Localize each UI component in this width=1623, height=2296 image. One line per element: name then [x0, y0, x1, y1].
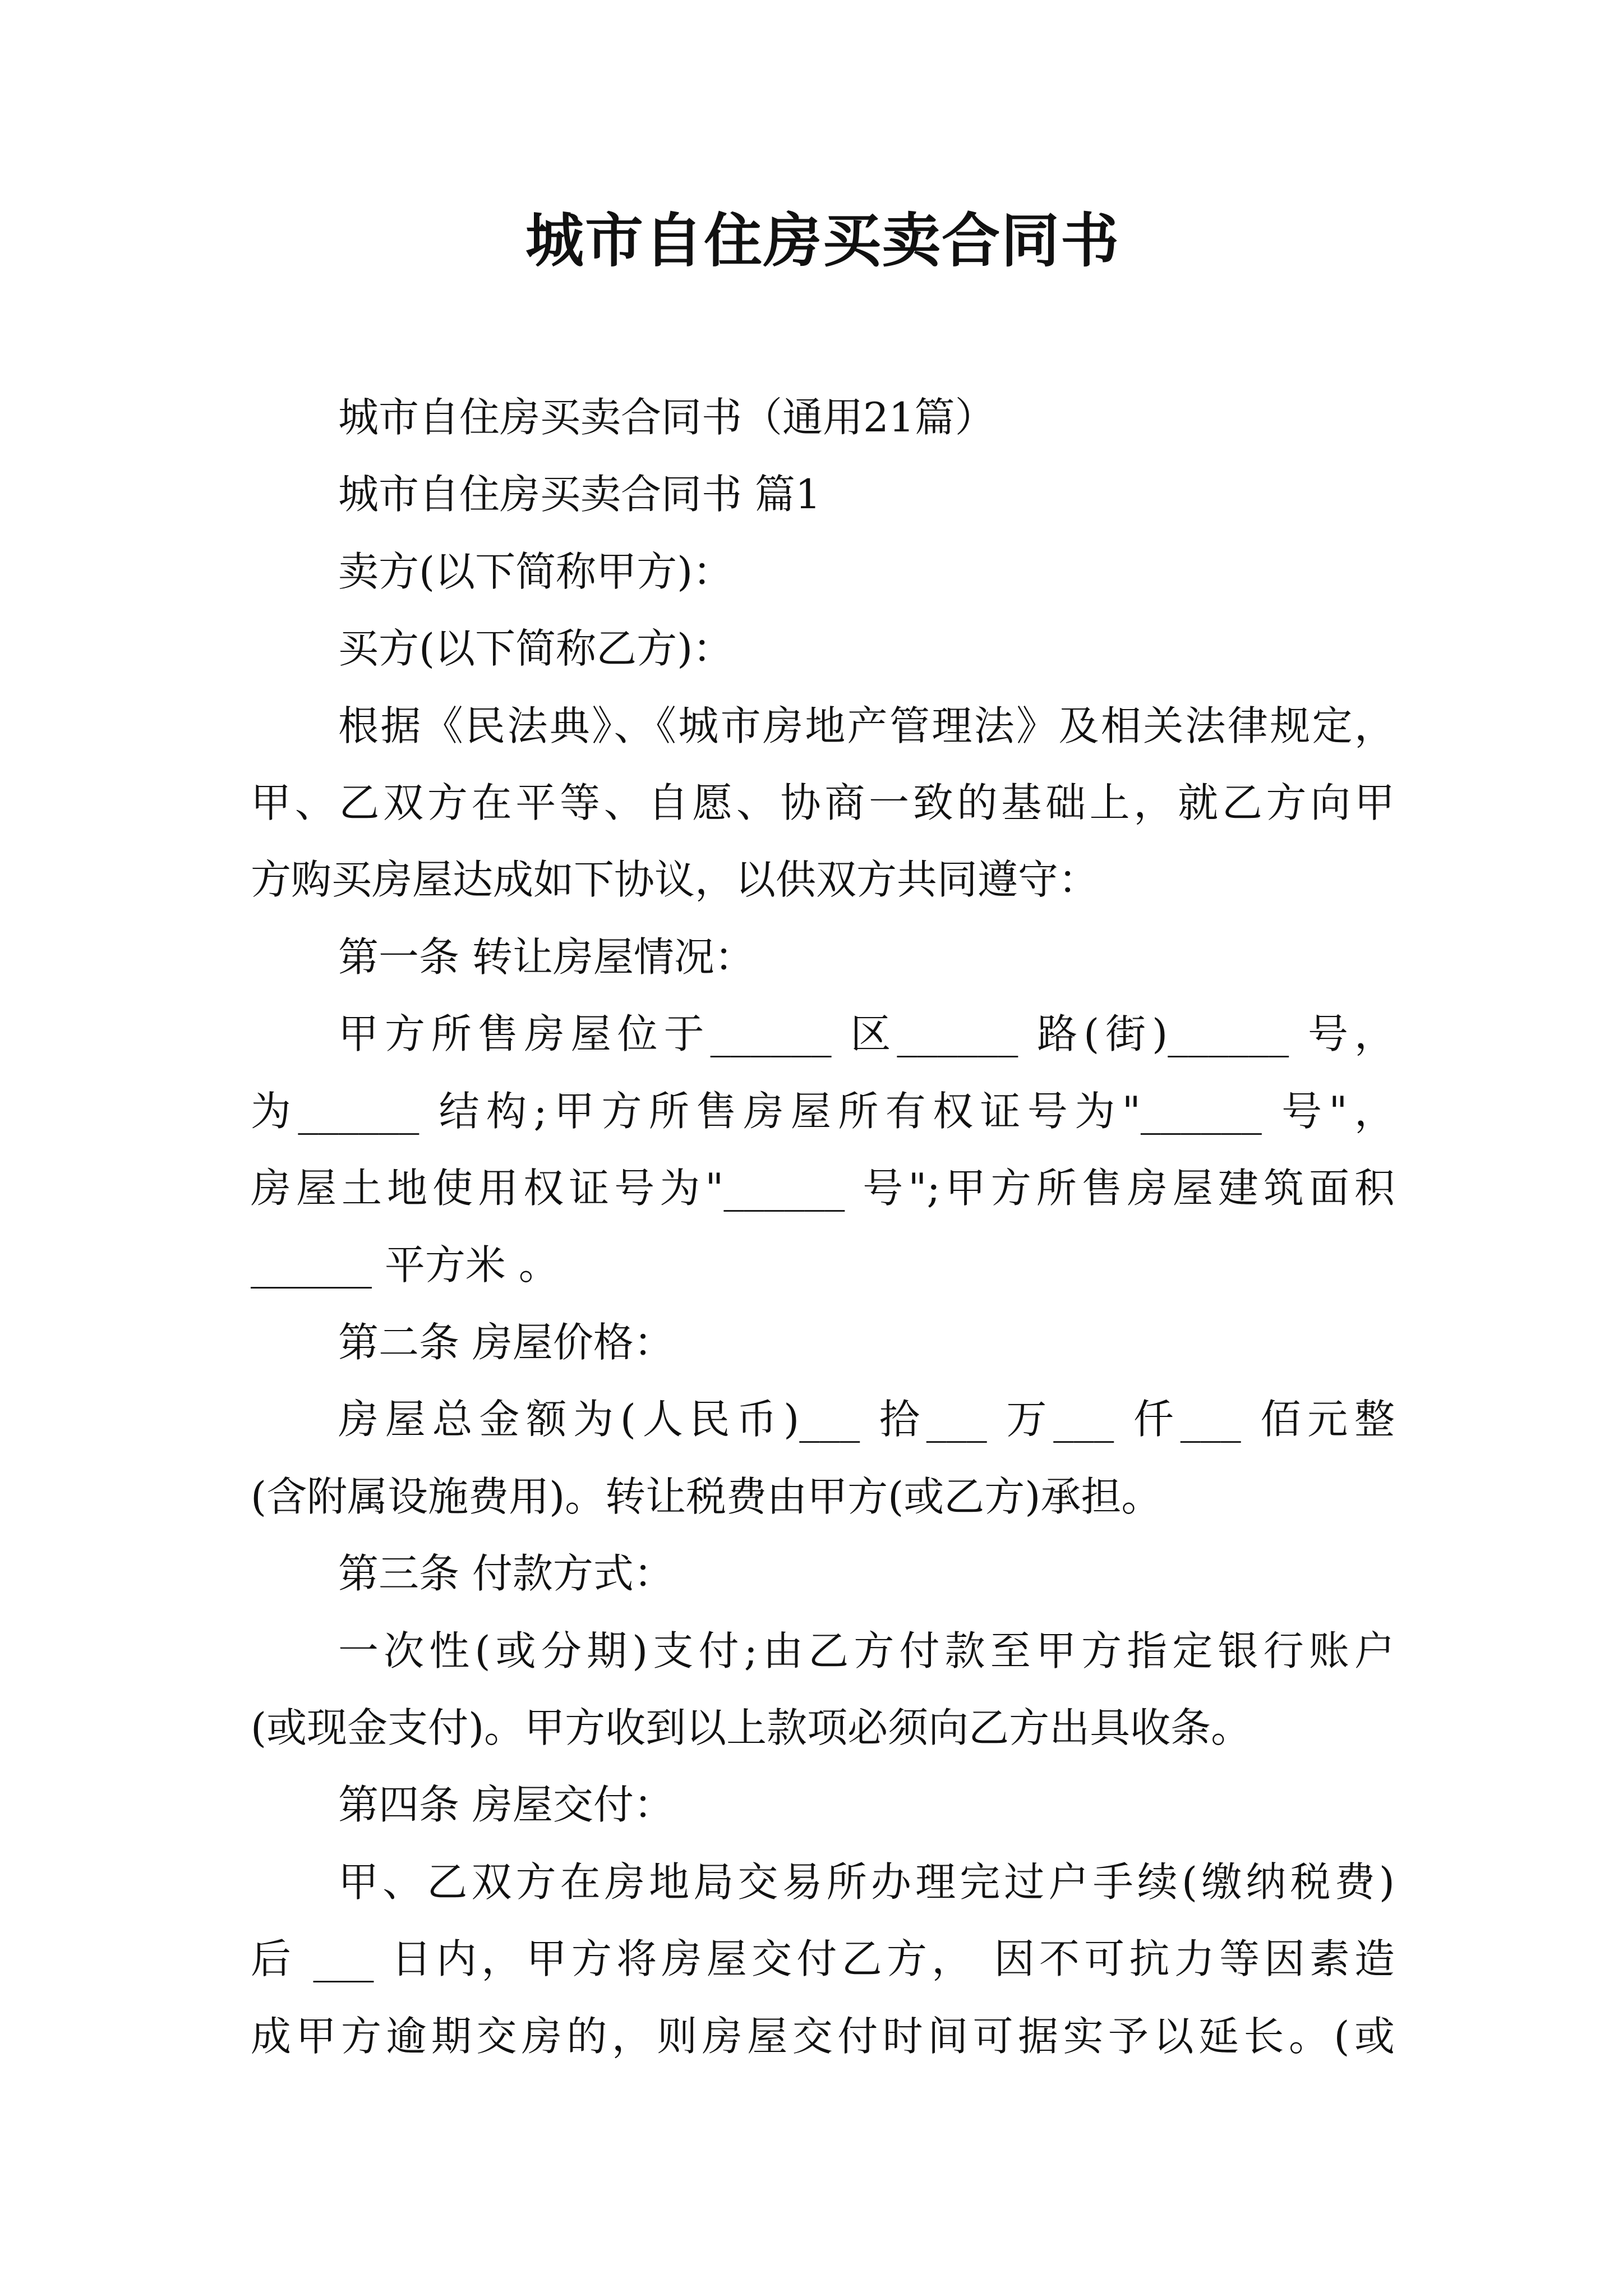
document-body	[251, 379, 1395, 2075]
text-line: 卖方(以下简称甲方)：	[338, 547, 734, 595]
text-line: 根据《民法典》、《城市房地产管理法》及相关法律规定，	[338, 702, 1395, 749]
text-line: 方购买房屋达成如下协议，以供双方共同遵守：	[251, 856, 1099, 904]
text-line: 为______ 结构;甲方所售房屋所有权证号为"______ 号"，	[251, 1087, 1395, 1135]
text-line: 甲方所售房屋位于______ 区______ 路(街)______ 号，	[338, 1010, 1395, 1058]
text-line: 成甲方逾期交房的，则房屋交付时间可据实予以延长。(或	[251, 2012, 1395, 2060]
text-line: 第三条 付款方式：	[338, 1550, 674, 1598]
text-line: 第四条 房屋交付：	[338, 1781, 674, 1829]
text-line: (或现金支付)。甲方收到以上款项必须向乙方出具收条。	[251, 1704, 1252, 1751]
text-line: 第二条 房屋价格：	[338, 1318, 674, 1366]
article-body	[251, 1613, 1395, 1767]
text-line: 房屋土地使用权证号为"______ 号";甲方所售房屋建筑面积	[251, 1165, 1395, 1212]
article-heading	[251, 1535, 1395, 1612]
subtitle-paragraph	[251, 379, 1395, 456]
text-line: 一次性(或分期)支付;由乙方付款至甲方指定银行账户	[338, 1627, 1395, 1674]
section-label-paragraph	[251, 456, 1395, 533]
article-body	[251, 1381, 1395, 1535]
seller-paragraph	[251, 533, 1395, 610]
text-line: 甲、乙双方在房地局交易所办理完过户手续(缴纳税费)	[338, 1858, 1395, 1906]
text-line: (含附属设施费用)。转让税费由甲方(或乙方)承担。	[251, 1473, 1162, 1520]
text-line: 第一条 转让房屋情况：	[338, 933, 755, 981]
preamble-paragraph	[251, 688, 1395, 919]
text-line: 城市自住房买卖合同书（通用21篇）	[338, 394, 995, 441]
buyer-paragraph	[251, 610, 1395, 687]
text-line: 城市自住房买卖合同书 篇1	[338, 471, 821, 518]
text-line: 买方(以下简称乙方)：	[338, 625, 734, 673]
article-body	[251, 996, 1395, 1304]
text-line: 后 ___ 日内，甲方将房屋交付乙方， 因不可抗力等因素造	[251, 1935, 1395, 1983]
article-body	[251, 1844, 1395, 2075]
text-line: 房屋总金额为(人民币)___ 拾___ 万___ 仟___ 佰元整	[338, 1396, 1395, 1443]
text-line: 甲、乙双方在平等、自愿、协商一致的基础上，就乙方向甲	[251, 779, 1395, 827]
article-heading	[251, 919, 1395, 996]
article-heading	[251, 1766, 1395, 1843]
document-title: 城市自住房买卖合同书	[525, 206, 1120, 275]
text-line: ______ 平方米 。	[251, 1241, 559, 1289]
article-heading	[251, 1304, 1395, 1381]
